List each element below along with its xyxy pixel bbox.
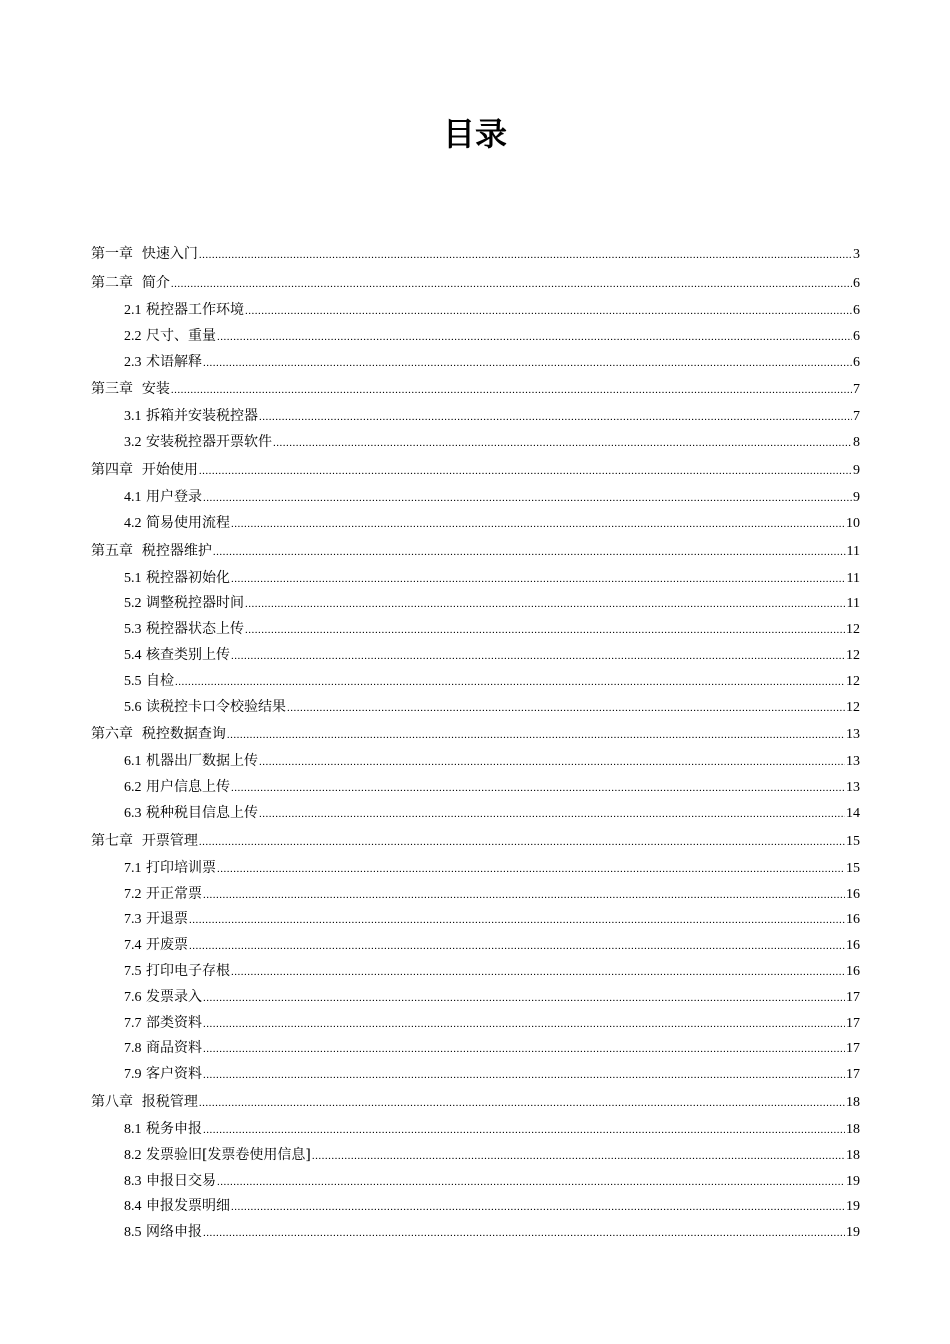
toc-dot-leader	[203, 1037, 845, 1062]
toc-page-number: 16	[846, 886, 860, 902]
toc-section-entry[interactable]	[91, 1036, 860, 1062]
toc-entry-number: 6.2	[124, 780, 142, 796]
toc-dot-leader	[175, 670, 845, 695]
toc-entry-label	[124, 404, 258, 430]
toc-page-number: 14	[846, 805, 860, 821]
toc-entry-number: 8.1	[124, 1121, 142, 1137]
toc-entry-number: 6.3	[124, 805, 142, 821]
toc-dot-leader	[199, 1089, 845, 1117]
toc-entry-label	[124, 856, 216, 882]
toc-page-number: 19	[846, 1173, 860, 1189]
toc-entry-title: 发票录入	[145, 988, 202, 1005]
toc-section-entry[interactable]	[91, 695, 860, 721]
toc-entry-number: 5.5	[124, 673, 142, 689]
toc-page-number: 8	[853, 435, 860, 451]
toc-section-entry[interactable]	[91, 933, 860, 959]
toc-entry-title: 自检	[145, 672, 174, 689]
toc-dot-leader	[203, 986, 845, 1011]
toc-entry-number: 第一章	[91, 246, 133, 262]
toc-dot-leader	[189, 934, 845, 959]
toc-entry-label	[124, 1143, 311, 1169]
toc-dot-leader	[287, 696, 845, 721]
toc-page-number: 12	[846, 622, 860, 638]
toc-entry-number: 7.1	[124, 860, 142, 876]
toc-dot-leader	[203, 1012, 845, 1037]
toc-entry-number: 第七章	[91, 832, 133, 849]
toc-entry-number: 7.9	[124, 1067, 142, 1083]
toc-dot-leader	[217, 1170, 845, 1195]
toc-chapter-entry[interactable]	[91, 537, 860, 566]
toc-page-number: 11	[846, 596, 860, 612]
toc-entry-label	[124, 1036, 202, 1062]
toc-entry-number: 第八章	[91, 1093, 133, 1110]
toc-page-number: 19	[846, 1199, 860, 1215]
toc-entry-title: 开废票	[145, 937, 188, 954]
toc-section-entry[interactable]	[91, 1062, 860, 1088]
toc-entry-label	[91, 1088, 198, 1117]
toc-entry-title: 申报发票明细	[145, 1198, 230, 1215]
toc-dot-leader	[245, 592, 846, 617]
toc-dot-leader	[171, 376, 852, 404]
toc-entry-label	[124, 298, 244, 324]
toc-entry-title: 网络申报	[145, 1224, 202, 1241]
toc-page-number: 12	[846, 699, 860, 715]
toc-page-number: 11	[846, 570, 860, 586]
toc-dot-leader	[231, 960, 845, 985]
toc-dot-leader	[245, 618, 845, 643]
toc-section-entry[interactable]	[91, 1117, 860, 1143]
toc-entry-spacer	[133, 726, 142, 742]
toc-entry-title: 税控器维护	[141, 542, 212, 559]
toc-chapter-entry[interactable]	[91, 720, 860, 749]
toc-dot-leader	[259, 405, 852, 430]
toc-entry-label	[91, 720, 226, 749]
toc-dot-leader	[203, 486, 852, 511]
toc-section-entry[interactable]	[91, 985, 860, 1011]
toc-entry-title: 开票管理	[141, 832, 198, 849]
toc-entry-title: 尺寸、重量	[145, 327, 216, 344]
toc-entry-number: 3.1	[124, 409, 142, 425]
toc-dot-leader	[231, 567, 846, 592]
toc-dot-leader	[203, 351, 852, 376]
toc-entry-title: 申报日交易	[145, 1172, 216, 1189]
toc-entry-spacer	[133, 381, 142, 397]
toc-entry-title: 快速入门	[141, 246, 198, 262]
toc-entry-label	[124, 643, 230, 669]
toc-entry-number: 7.5	[124, 963, 142, 979]
toc-entry-title: 拆箱并安装税控器	[145, 408, 258, 425]
toc-page-number: 16	[846, 912, 860, 928]
toc-page-number: 17	[846, 1015, 860, 1031]
toc-entry-number: 8.4	[124, 1199, 142, 1215]
toc-entry-title: 发票验旧[发票卷使用信息]	[145, 1146, 311, 1163]
toc-entry-title: 部类资料	[145, 1014, 202, 1031]
toc-page-number: 17	[846, 1067, 860, 1083]
toc-entry-label	[91, 375, 170, 404]
toc-entry-number: 第六章	[91, 726, 133, 743]
toc-entry-title: 报税管理	[141, 1093, 198, 1110]
toc-dot-leader	[231, 1195, 845, 1220]
toc-entry-number: 第二章	[91, 275, 133, 291]
toc-page-number: 6	[853, 303, 860, 318]
toc-entry-label	[124, 485, 202, 511]
toc-section-entry[interactable]	[91, 907, 860, 933]
toc-entry-label	[124, 907, 188, 933]
toc-section-entry[interactable]	[91, 801, 860, 827]
toc-entry-label	[124, 695, 286, 721]
toc-dot-leader	[273, 431, 852, 456]
toc-page-number: 10	[846, 515, 860, 531]
toc-dot-leader	[203, 1221, 845, 1246]
toc-dot-leader	[171, 270, 852, 298]
toc-section-entry[interactable]	[91, 856, 860, 882]
toc-dot-leader	[199, 457, 852, 485]
toc-page-number: 13	[846, 754, 860, 770]
toc-entry-label	[124, 1062, 202, 1088]
toc-entry-label	[124, 669, 174, 695]
toc-page-number: 18	[846, 1147, 860, 1163]
toc-entry-title: 税务申报	[145, 1120, 202, 1137]
toc-entry-number: 7.6	[124, 989, 142, 1005]
toc-entry-title: 用户登录	[145, 488, 202, 505]
toc-dot-leader	[231, 776, 845, 801]
toc-entry-label	[124, 775, 230, 801]
toc-dot-leader	[259, 750, 845, 775]
toc-chapter-entry[interactable]	[91, 269, 860, 298]
toc-dot-leader	[217, 857, 845, 882]
toc-entry-title: 安装税控器开票软件	[145, 434, 272, 451]
toc-entry-spacer	[133, 1094, 142, 1110]
toc-entry-label	[124, 985, 202, 1011]
toc-entry-number: 4.1	[124, 489, 142, 505]
toc-section-entry[interactable]	[91, 404, 860, 430]
toc-chapter-entry[interactable]	[91, 375, 860, 404]
toc-entry-label	[91, 240, 198, 269]
toc-page-number: 6	[853, 276, 860, 291]
toc-section-entry[interactable]	[91, 669, 860, 695]
toc-entry-label	[124, 1220, 202, 1246]
toc-entry-number: 5.2	[124, 596, 142, 612]
toc-page-number: 15	[846, 833, 860, 849]
toc-dot-leader	[203, 1063, 845, 1088]
toc-section-entry[interactable]	[91, 350, 860, 376]
toc-section-entry[interactable]	[91, 1143, 860, 1169]
toc-section-entry[interactable]	[91, 324, 860, 350]
toc-chapter-entry[interactable]	[91, 240, 860, 269]
toc-dot-leader	[259, 802, 845, 827]
toc-entry-label	[124, 324, 216, 350]
toc-section-entry[interactable]	[91, 430, 860, 456]
toc-page-number: 13	[846, 727, 860, 743]
toc-page-number: 9	[853, 462, 860, 478]
toc-entry-title: 核查类别上传	[145, 646, 230, 663]
toc-entry-spacer	[133, 543, 142, 559]
toc-dot-leader	[199, 241, 852, 269]
toc-section-entry[interactable]	[91, 749, 860, 775]
toc-entry-number: 5.3	[124, 622, 142, 638]
toc-entry-label	[91, 269, 170, 298]
toc-entry-label	[124, 430, 272, 456]
toc-section-entry[interactable]	[91, 959, 860, 985]
toc-page-number: 12	[846, 647, 860, 663]
toc-entry-title: 简介	[141, 275, 170, 291]
toc-page-number: 6	[853, 328, 860, 344]
toc-entry-title: 开始使用	[141, 461, 198, 478]
toc-entry-label	[124, 350, 202, 376]
toc-entry-title: 商品资料	[145, 1040, 202, 1057]
toc-dot-leader	[245, 299, 852, 324]
toc-entry-title: 税控数据查询	[141, 726, 226, 743]
toc-entry-number: 5.1	[124, 570, 142, 586]
toc-dot-leader	[189, 908, 845, 933]
toc-entry-title: 安装	[141, 381, 170, 398]
toc-entry-title: 税控器工作环境	[145, 302, 244, 318]
toc-page-number: 18	[846, 1121, 860, 1137]
toc-page-number: 17	[846, 1041, 860, 1057]
toc-entry-label	[124, 591, 244, 617]
toc-entry-label	[124, 1194, 230, 1220]
toc-entry-number: 第四章	[91, 461, 133, 478]
toc-section-entry[interactable]	[91, 775, 860, 801]
toc-dot-leader	[203, 883, 845, 908]
toc-section-entry[interactable]	[91, 485, 860, 511]
toc-dot-leader	[217, 325, 852, 350]
toc-page-number: 19	[846, 1225, 860, 1241]
toc-entry-label	[124, 749, 258, 775]
toc-entry-label	[124, 1169, 216, 1195]
toc-entry-number: 8.5	[124, 1225, 142, 1241]
toc-entry-number: 2.3	[124, 354, 142, 370]
toc-entry-label	[124, 801, 258, 827]
toc-entry-title: 税控器状态上传	[145, 621, 244, 638]
toc-entry-number: 第五章	[91, 542, 133, 559]
toc-entry-number: 4.2	[124, 515, 142, 531]
toc-entry-title: 税控器初始化	[145, 569, 230, 586]
toc-entry-title: 机器出厂数据上传	[145, 753, 258, 770]
toc-section-entry[interactable]	[91, 1011, 860, 1037]
toc-page-number: 13	[846, 780, 860, 796]
toc-entry-number: 7.7	[124, 1015, 142, 1031]
toc-entry-number: 5.4	[124, 647, 142, 663]
toc-entry-number: 5.6	[124, 699, 142, 715]
toc-section-entry[interactable]	[91, 1169, 860, 1195]
toc-entry-number: 2.2	[124, 328, 142, 344]
toc-dot-leader	[213, 538, 846, 566]
toc-entry-spacer	[133, 833, 142, 849]
toc-entry-label	[124, 959, 230, 985]
toc-page-number: 18	[846, 1094, 860, 1110]
toc-chapter-entry[interactable]	[91, 827, 860, 856]
toc-entry-number: 8.3	[124, 1173, 142, 1189]
toc-entry-spacer	[133, 246, 142, 262]
toc-entry-spacer	[133, 275, 142, 291]
toc-section-entry[interactable]	[91, 511, 860, 537]
toc-entry-label	[124, 1011, 202, 1037]
toc-entry-title: 调整税控器时间	[145, 595, 244, 612]
toc-section-entry[interactable]	[91, 566, 860, 592]
toc-page-number: 16	[846, 963, 860, 979]
toc-entry-number: 7.2	[124, 886, 142, 902]
toc-section-entry[interactable]	[91, 298, 860, 324]
table-of-contents	[91, 240, 860, 1246]
toc-dot-leader	[227, 721, 845, 749]
toc-page-number: 15	[846, 860, 860, 876]
toc-entry-label	[124, 617, 244, 643]
toc-entry-title: 打印电子存根	[145, 962, 230, 979]
toc-entry-number: 7.4	[124, 938, 142, 954]
toc-dot-leader	[199, 828, 845, 856]
toc-chapter-entry[interactable]	[91, 1088, 860, 1117]
toc-entry-label	[124, 1117, 202, 1143]
toc-section-entry[interactable]	[91, 591, 860, 617]
toc-dot-leader	[231, 644, 845, 669]
toc-section-entry[interactable]	[91, 643, 860, 669]
toc-entry-label	[91, 537, 212, 566]
toc-page-number: 12	[846, 673, 860, 689]
toc-entry-number: 第三章	[91, 381, 133, 398]
toc-entry-label	[91, 827, 198, 856]
toc-page-number: 7	[853, 382, 860, 398]
toc-entry-title: 客户资料	[145, 1066, 202, 1083]
toc-entry-title: 读税控卡口令校验结果	[145, 698, 286, 715]
toc-entry-title: 开退票	[145, 911, 188, 928]
toc-entry-label	[91, 456, 198, 485]
toc-entry-number: 7.8	[124, 1041, 142, 1057]
toc-section-entry[interactable]	[91, 1194, 860, 1220]
toc-section-entry[interactable]	[91, 882, 860, 908]
toc-entry-spacer	[133, 462, 142, 478]
toc-page-number: 3	[853, 247, 860, 262]
toc-page-number: 9	[853, 489, 860, 505]
toc-entry-number: 3.2	[124, 435, 142, 451]
toc-entry-number: 8.2	[124, 1147, 142, 1163]
toc-entry-number: 2.1	[124, 303, 142, 318]
toc-entry-title: 术语解释	[145, 353, 202, 370]
toc-dot-leader	[203, 1118, 845, 1143]
toc-entry-title: 打印培训票	[145, 859, 216, 876]
toc-section-entry[interactable]	[91, 1220, 860, 1246]
toc-entry-title: 开正常票	[145, 885, 202, 902]
toc-dot-leader	[312, 1144, 845, 1169]
toc-section-entry[interactable]	[91, 617, 860, 643]
toc-entry-label	[124, 566, 230, 592]
toc-page-number: 7	[853, 409, 860, 425]
toc-entry-number: 7.3	[124, 912, 142, 928]
toc-entry-label	[124, 882, 202, 908]
toc-entry-label	[124, 511, 230, 537]
toc-entry-number: 6.1	[124, 754, 142, 770]
toc-page-number: 16	[846, 938, 860, 954]
toc-entry-title: 简易使用流程	[145, 514, 230, 531]
toc-entry-title: 税种税目信息上传	[145, 804, 258, 821]
page-title: 目录	[442, 115, 507, 153]
toc-chapter-entry[interactable]	[91, 456, 860, 485]
toc-dot-leader	[231, 512, 845, 537]
toc-page-number: 17	[846, 989, 860, 1005]
toc-entry-label	[124, 933, 188, 959]
toc-page-number: 6	[853, 354, 860, 370]
toc-page-number: 11	[846, 543, 860, 559]
toc-entry-title: 用户信息上传	[145, 779, 230, 796]
